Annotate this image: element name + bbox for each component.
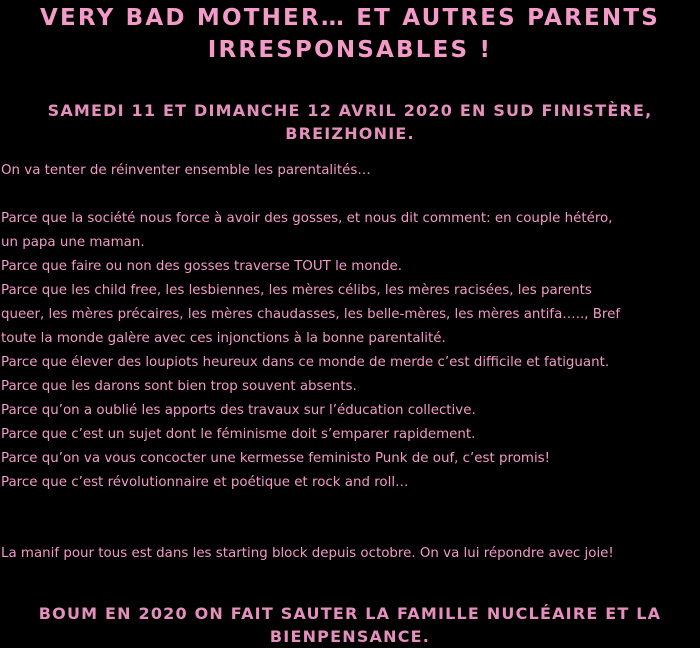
body-line: un papa une maman. <box>1 235 145 250</box>
body-line: queer, les mères précaires, les mères chaudasses, les belle-mères, les mères antifa….., Bref <box>1 307 621 322</box>
body-line: Parce que la société nous force à avoir des gosses, et nous dit comment: en couple hétéro, <box>1 211 613 226</box>
body-line: Parce que les darons sont bien trop souvent absents. <box>1 379 357 394</box>
body-line: Parce que élever des loupiots heureux dans ce monde de merde c’est difficile et fatiguant. <box>1 355 610 370</box>
body-line: toute la monde galère avec ces injonctions à la bonne parentalité. <box>1 331 446 346</box>
body-line: Parce qu’on a oublié les apports des travaux sur l’éducation collective. <box>1 403 476 418</box>
body-line: Parce qu’on va vous concocter une kermesse feministo Punk de ouf, c’est promis! <box>1 451 551 466</box>
body-line: Parce que les child free, les lesbiennes, les mères célibs, les mères racisées, les parents <box>1 283 592 298</box>
intro-line: On va tenter de réinventer ensemble les parentalités… <box>1 163 371 178</box>
paragraph-gap <box>1 183 697 207</box>
body-text <box>1 159 697 495</box>
body-line: Parce que faire ou non des gosses traverse TOUT le monde. <box>1 259 403 274</box>
closing-line: La manif pour tous est dans les starting block depuis octobre. On va lui répondre avec joie! <box>1 546 614 561</box>
body-line: Parce que c’est un sujet dont le féminisme doit s’emparer rapidement. <box>1 427 476 442</box>
body-line: Parce que c’est révolutionnaire et poétique et rock and roll… <box>1 475 409 490</box>
final-heading: BOUM EN 2020 ON FAIT SAUTER LA FAMILLE NUCLÉAIRE ET LA BIENPENSANCE. <box>38 604 662 646</box>
event-date-heading: SAMEDI 11 ET DIMANCHE 12 AVRIL 2020 EN SUD FINISTÈRE, BREIZHONIE. <box>47 101 653 143</box>
page-title: VERY BAD MOTHER… ET AUTRES PARENTS IRRESPONSABLES ! <box>40 5 660 63</box>
